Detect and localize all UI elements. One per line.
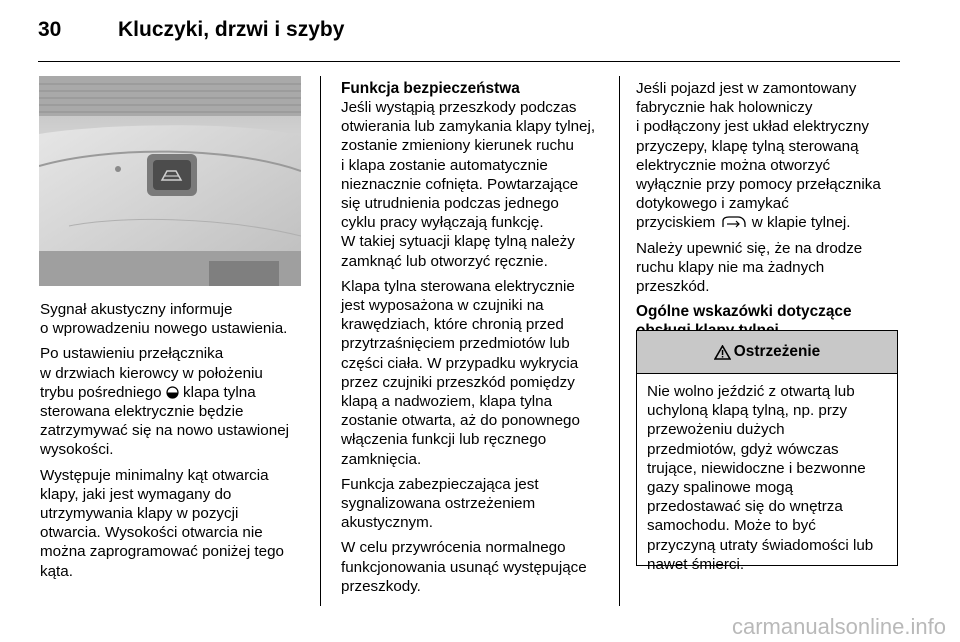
- header-rule: [38, 61, 900, 62]
- tailgate-switch-photo: [39, 76, 301, 286]
- paragraph-tow-hitch: [636, 79, 904, 233]
- paragraph-text: Po ustawieniu przełącznika w drzwiach kierowcy w położeniu trybu pośredniego: [40, 345, 263, 401]
- warning-header: [637, 331, 897, 374]
- paragraph-text: klapa tylna sterowana elektrycznie będzie zatrzymywać się na nowo ustawionej wysokości.: [40, 383, 290, 459]
- section-heading: Ogólne wskazówki dotyczące: [636, 303, 852, 321]
- warning-body: Nie wolno jeździć z otwartą lub uchyloną klapą tylną, np. przy przewożeniu dużych przedmiotów, gdyż wówczas trujące, niewidoczne i bezwonne gazy spalinowe mogą przedostawać się do wnętrza samochodu. Może to być przyczyną utraty świadomości lub nawet śmierci.: [647, 383, 874, 573]
- column-2: [341, 79, 611, 602]
- warning-triangle-icon: [714, 345, 731, 360]
- column-divider-2: [619, 76, 620, 606]
- section-heading: Funkcja bezpieczeństwa: [341, 80, 520, 97]
- column-1: [40, 300, 310, 587]
- paragraph: Jeśli wystąpią przeszkody podczas otwierania lub zamykania klapy tylnej, zostanie zmieniony kierunek ruchu i klapa zostanie automatycznie nieznacznie cofnięta. Powtarzające się utrudnienia podczas jednego cyklu pracy wyłączają funkcję. W takiej sytuacji klapę tylną należy zamknąć lub otworzyć ręcznie.: [341, 99, 596, 270]
- half-moon-icon: [166, 386, 179, 399]
- page-title: Kluczyki, drzwi i szyby: [118, 18, 345, 41]
- paragraph: Należy upewnić się, że na drodze ruchu klapy nie ma żadnych przeszkód.: [636, 239, 863, 296]
- paragraph: Funkcja zabezpieczająca jest sygnalizowana ostrzeżeniem akustycznym.: [341, 475, 539, 532]
- watermark: carmanualsonline.info: [731, 614, 946, 639]
- tailgate-close-icon: [720, 215, 748, 229]
- paragraph-text: w klapie tylnej.: [747, 214, 851, 232]
- paragraph: W celu przywrócenia normalnego funkcjonowania usunąć występujące przeszkody.: [341, 539, 587, 595]
- paragraph: Sygnał akustyczny informuje o wprowadzeniu nowego ustawienia.: [40, 301, 288, 338]
- page-number: 30: [38, 18, 62, 41]
- tailgate-switch-illustration: [39, 76, 301, 286]
- column-divider-1: [320, 76, 321, 606]
- paragraph-switch-mode: [40, 344, 310, 459]
- warning-title: Ostrzeżenie: [733, 343, 821, 360]
- warning-box: [636, 330, 898, 573]
- paragraph-text: Jeśli pojazd jest w zamontowany fabrycznie hak holowniczy i podłączony jest układ elektryczny przyczepy, klapę tylną sterowaną elektrycznie można otworzyć wyłącznie przy pomocy przełącznika dotykowego i zamykać przyciskiem: [636, 80, 881, 232]
- paragraph: Klapa tylna sterowana elektrycznie jest wyposażona w czujniki na krawędziach, które chronią przed przytrzaśnięciem przedmiotów lub części ciała. W przypadku wykrycia przez czujniki przeszkód pomiędzy klapą a nadwoziem, klapa tylna zostanie otwarta, aż do ponownego włączenia funkcji lub ręcznego zamknięcia.: [341, 277, 580, 468]
- column-3: [636, 79, 904, 340]
- paragraph: Występuje minimalny kąt otwarcia klapy, jaki jest wymagany do utrzymywania klapy w pozycji otwarcia. Wysokości otwarcia nie można zaprogramować poniżej tego kąta.: [40, 466, 284, 580]
